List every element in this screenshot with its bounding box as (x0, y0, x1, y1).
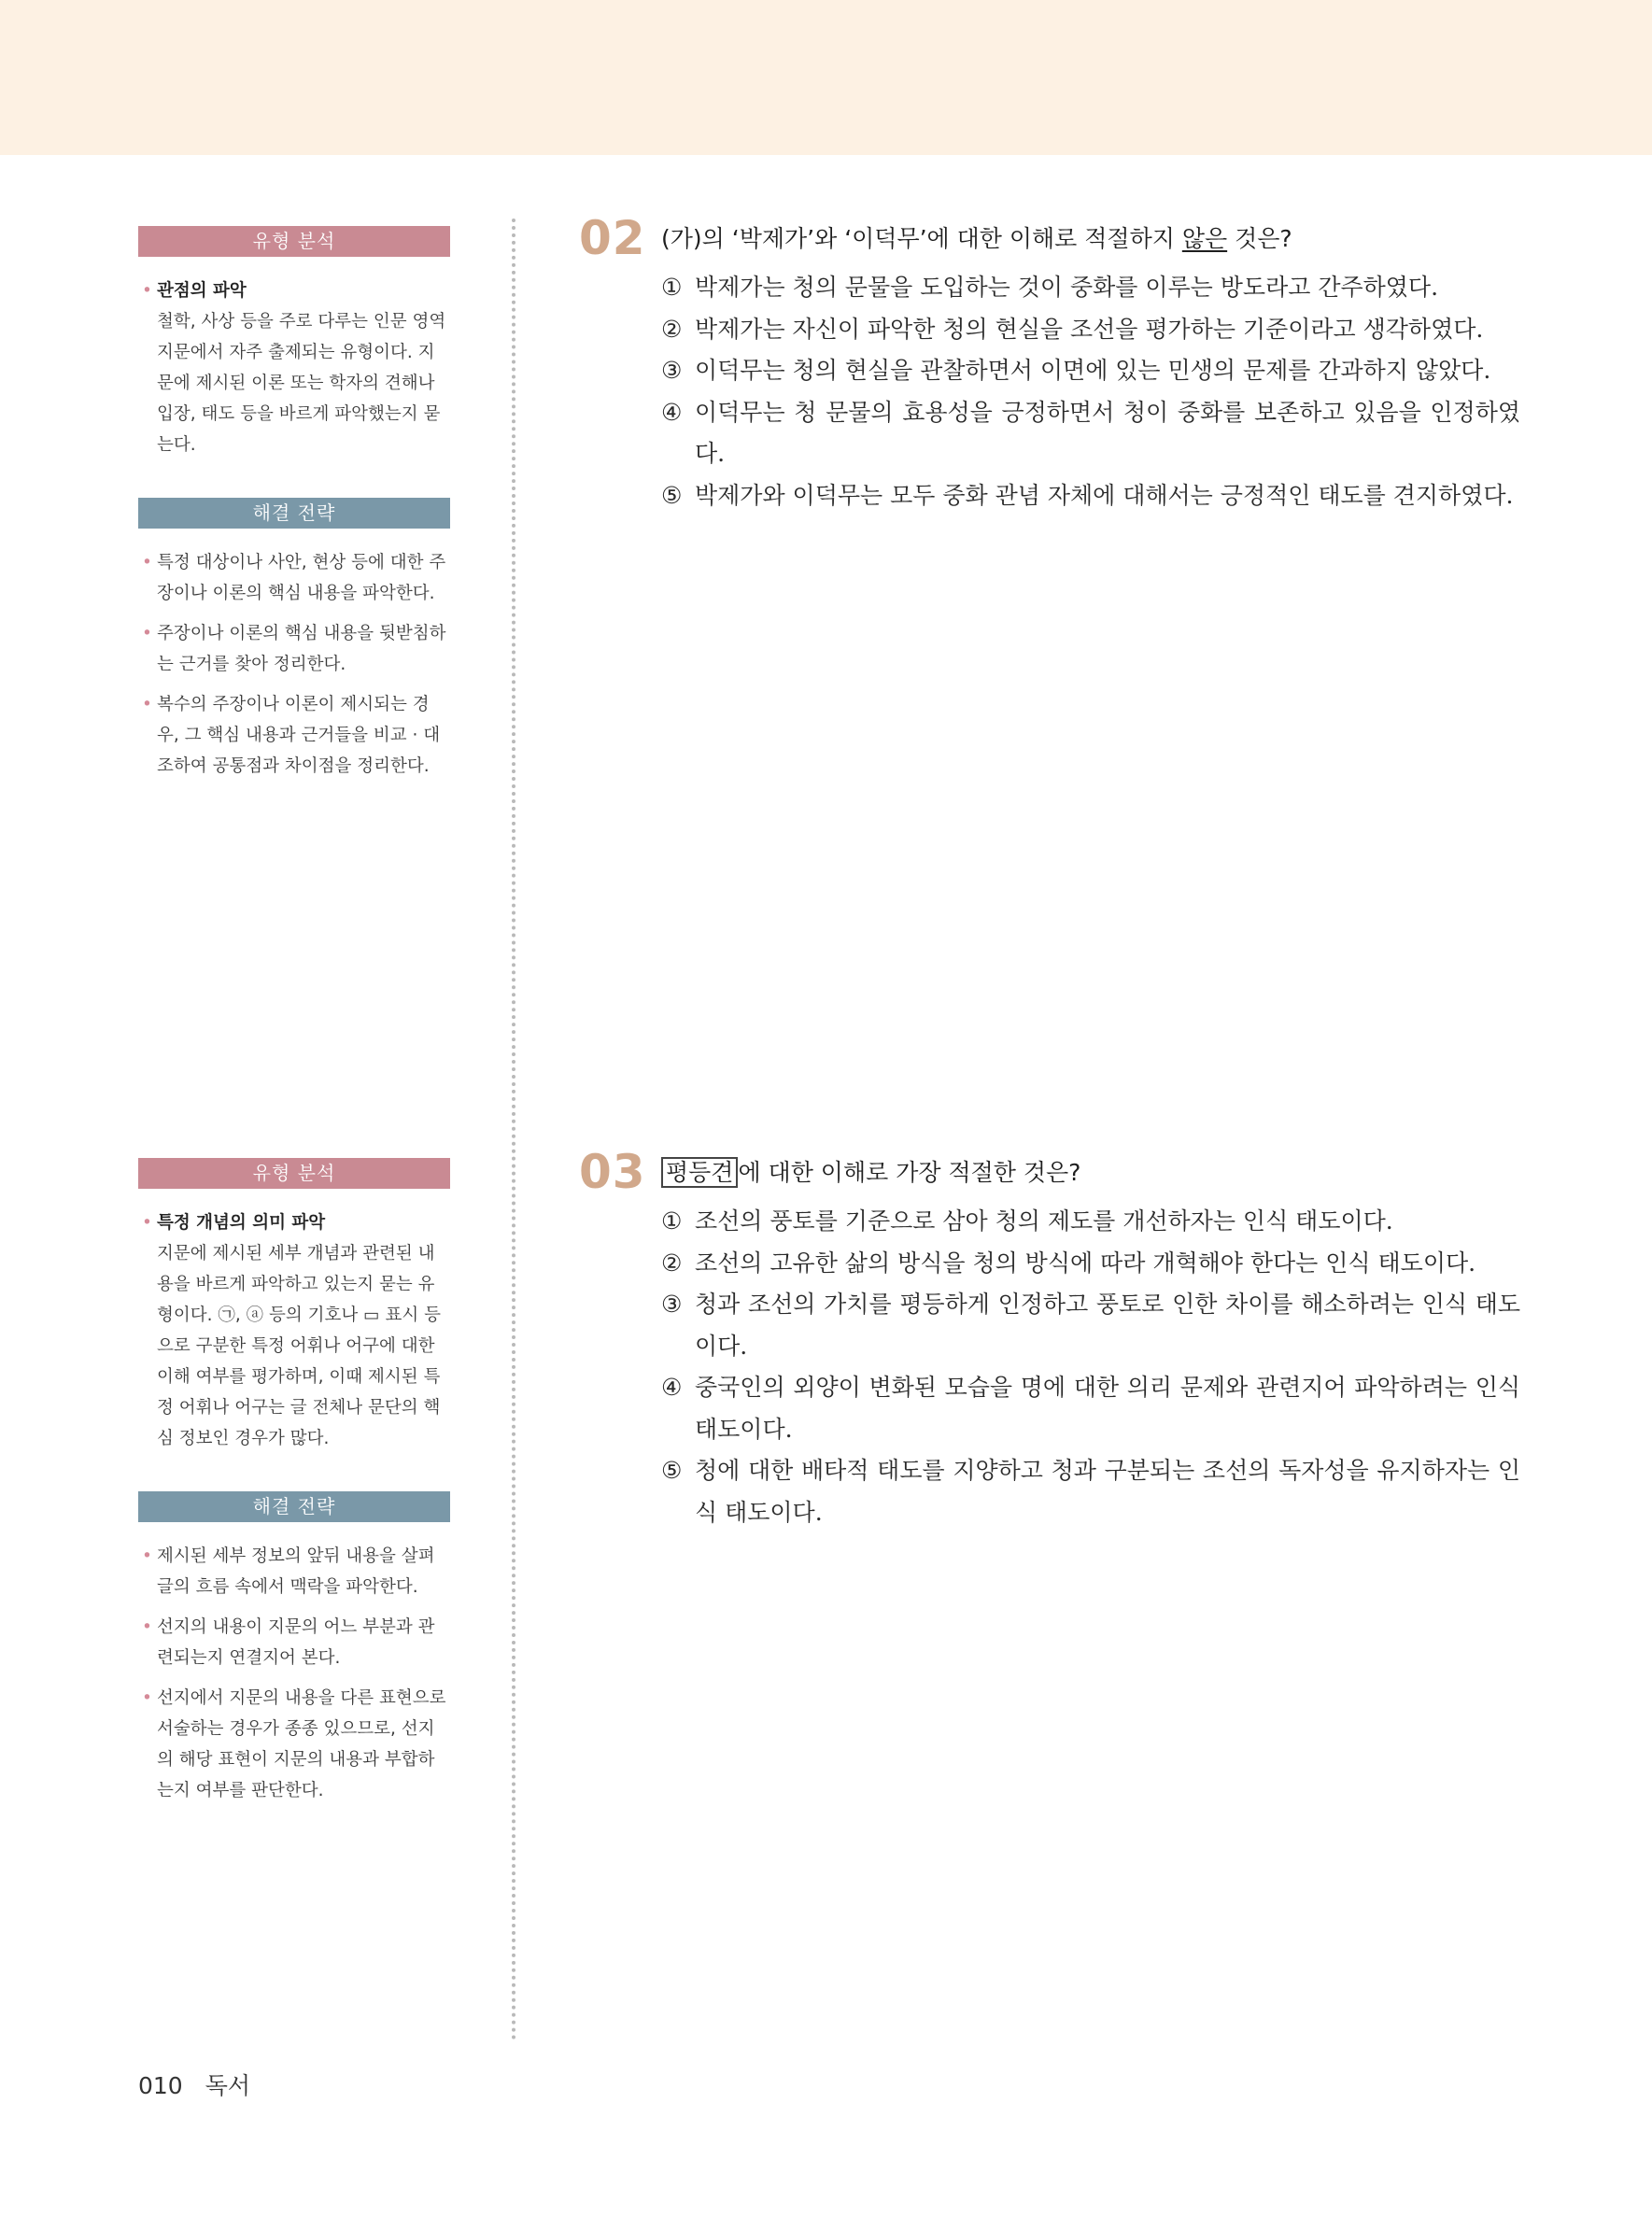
analysis-header: 유형 분석 (138, 1158, 450, 1189)
strategy-item: • 선지에서 지문의 내용을 다른 표현으로 서술하는 경우가 종종 있으므로, 선지의 해당 표현이 지문의 내용과 부합하는지 여부를 판단한다. (138, 1683, 450, 1806)
answer-choices (661, 267, 1520, 516)
underlined-word: 않은 (1181, 225, 1228, 252)
analysis-item-text: 지문에 제시된 세부 개념과 관련된 내용을 바르게 파악하고 있는지 묻는 유형이다. ㉠, ⓐ 등의 기호나 ▭ 표시 등으로 구분한 특정 어휘나 어구에 대한 이해 여부를 평가하며, 이때 제시된 특정 어휘나 어구는 글 전체나 문단의 핵심 정보인 경우가 많다. (157, 1244, 441, 1448)
bullet-icon: • (142, 1688, 152, 1708)
analysis-item-title: 특정 개념의 의미 파악 (157, 1213, 326, 1233)
answer-choice-3[interactable]: ③ 이덕무는 청의 현실을 관찰하면서 이면에 있는 민생의 문제를 간과하지 않았다. (661, 357, 1491, 384)
analysis-item (138, 1207, 450, 1454)
bullet-icon: • (142, 695, 152, 714)
question-number: 03 (579, 1145, 646, 1199)
analysis-item-title: 관점의 파악 (157, 281, 247, 301)
bullet-icon: • (142, 553, 152, 572)
answer-choice-2[interactable]: ② 박제가는 자신이 파악한 청의 현실을 조선을 평가하는 기준이라고 생각하였다. (661, 315, 1484, 343)
answer-choice-1[interactable]: ① 박제가는 청의 문물을 도입하는 것이 중화를 이루는 방도라고 간주하였다. (661, 274, 1439, 301)
strategy-item: • 선지의 내용이 지문의 어느 부분과 관련되는지 연결지어 본다. (138, 1612, 450, 1673)
question-number: 02 (579, 211, 646, 265)
strategy-item: • 제시된 세부 정보의 앞뒤 내용을 살펴 글의 흐름 속에서 맥락을 파악한다. (138, 1541, 450, 1602)
strategy-item: • 특정 대상이나 사안, 현상 등에 대한 주장이나 이론의 핵심 내용을 파악한다. (138, 547, 450, 609)
question-title: (가)의 ‘박제가’와 ‘이덕무’에 대한 이해로 적절하지 않은 것은? (661, 225, 1292, 252)
bullet-icon: • (142, 281, 152, 301)
page-number: 010 (138, 2072, 183, 2099)
side-panel-2 (138, 1158, 450, 1843)
analysis-item (138, 275, 450, 460)
answer-choice-4[interactable]: ④ 이덕무는 청 문물의 효용성을 긍정하면서 청이 중화를 보존하고 있음을 인정하였다. (661, 398, 1520, 467)
dotted-divider (512, 219, 515, 2041)
strategy-header: 해결 전략 (138, 1491, 450, 1522)
answer-choices (661, 1201, 1520, 1533)
analysis-item-text: 철학, 사상 등을 주로 다루는 인문 영역 지문에서 자주 출제되는 유형이다. 지문에 제시된 이론 또는 학자의 견해나 입장, 태도 등을 바르게 파악했는지 묻는다. (157, 312, 446, 455)
answer-choice-2[interactable]: ② 조선의 고유한 삶의 방식을 청의 방식에 따라 개혁해야 한다는 인식 태도이다. (661, 1249, 1476, 1277)
answer-choice-5[interactable]: ⑤ 청에 대한 배타적 태도를 지양하고 청과 구분되는 조선의 독자성을 유지하자는 인식 태도이다. (661, 1457, 1520, 1526)
answer-choice-4[interactable]: ④ 중국인의 외양이 변화된 모습을 명에 대한 의리 문제와 관련지어 파악하려는 인식 태도이다. (661, 1374, 1520, 1443)
strategy-item: • 주장이나 이론의 핵심 내용을 뒷받침하는 근거를 찾아 정리한다. (138, 618, 450, 680)
answer-choice-3[interactable]: ③ 청과 조선의 가치를 평등하게 인정하고 풍토로 인한 차이를 해소하려는 인식 태도이다. (661, 1291, 1520, 1360)
bullet-icon: • (142, 1546, 152, 1566)
bullet-icon: • (142, 624, 152, 643)
side-panel-1 (138, 226, 450, 819)
bullet-icon: • (142, 1617, 152, 1637)
strategy-header: 해결 전략 (138, 498, 450, 529)
page-footer (138, 2068, 250, 2101)
top-band (0, 0, 1652, 155)
strategy-item: • 복수의 주장이나 이론이 제시되는 경우, 그 핵심 내용과 근거들을 비교 · 대조하여 공통점과 차이점을 정리한다. (138, 689, 450, 782)
boxed-term: 평등견 (661, 1157, 738, 1188)
answer-choice-5[interactable]: ⑤ 박제가와 이덕무는 모두 중화 관념 자체에 대해서는 긍정적인 태도를 견지하였다. (661, 481, 1514, 509)
analysis-header: 유형 분석 (138, 226, 450, 257)
answer-choice-1[interactable]: ① 조선의 풍토를 기준으로 삼아 청의 제도를 개선하자는 인식 태도이다. (661, 1207, 1393, 1235)
section-name: 독서 (205, 2072, 251, 2099)
question-title: 평등견 에 대한 이해로 가장 적절한 것은? (661, 1156, 1502, 1190)
bullet-icon: • (142, 1213, 152, 1233)
